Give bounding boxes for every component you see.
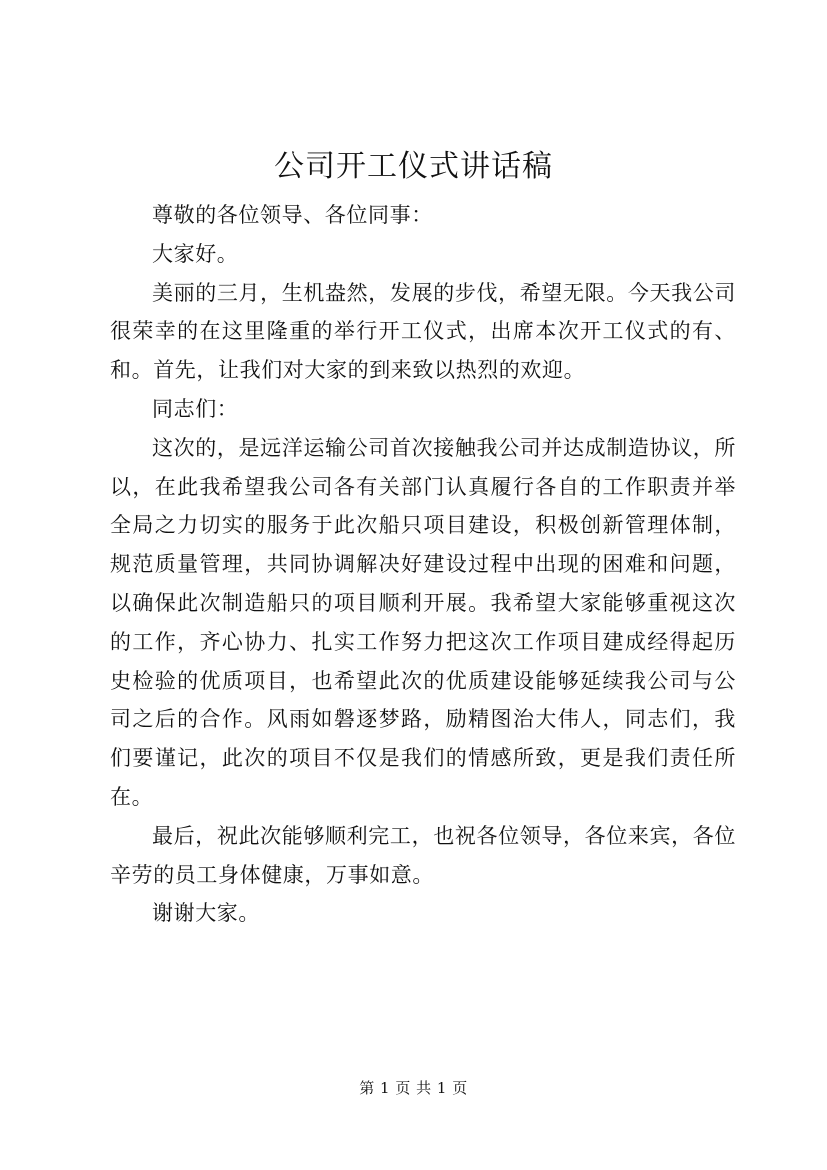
page-footer: 第 1 页 共 1 页 [359, 1079, 468, 1097]
paragraph-opening: 美丽的三月，生机盎然，发展的步伐，希望无限。今天我公司很荣幸的在这里隆重的举行开工仪式，出席本次开工仪式的有、和。首先，让我们对大家的到来致以热烈的欢迎。 [110, 280, 736, 383]
document-body [110, 196, 736, 933]
document-title: 公司开工仪式讲话稿 [274, 149, 553, 184]
thanks: 谢谢大家。 [152, 901, 260, 926]
greeting: 大家好。 [152, 241, 239, 266]
address-comrades: 同志们： [152, 396, 239, 421]
paragraph-closing: 最后，祝此次能够顺利完工，也祝各位领导，各位来宾，各位辛劳的员工身体健康，万事如意。 [110, 823, 736, 887]
paragraph-main: 这次的，是远洋运输公司首次接触我公司并达成制造协议，所以，在此我希望我公司各有关部门认真履行各自的工作职责并举全局之力切实的服务于此次船只项目建设，积极创新管理体制，规范质量管理，共同协调解决好建设过程中出现的困难和问题，以确保此次制造船只的项目顺利开展。我希望大家能够重视这次的工作，齐心协力、扎实工作努力把这次工作项目建成经得起历史检验的优质项目，也希望此次的优质建设能够延续我公司与公司之后的合作。风雨如磐逐梦路，励精图治大伟人，同志们，我们要谨记，此次的项目不仅是我们的情感所致，更是我们责任所在。 [110, 435, 736, 809]
salutation: 尊敬的各位领导、各位同事： [152, 203, 433, 227]
